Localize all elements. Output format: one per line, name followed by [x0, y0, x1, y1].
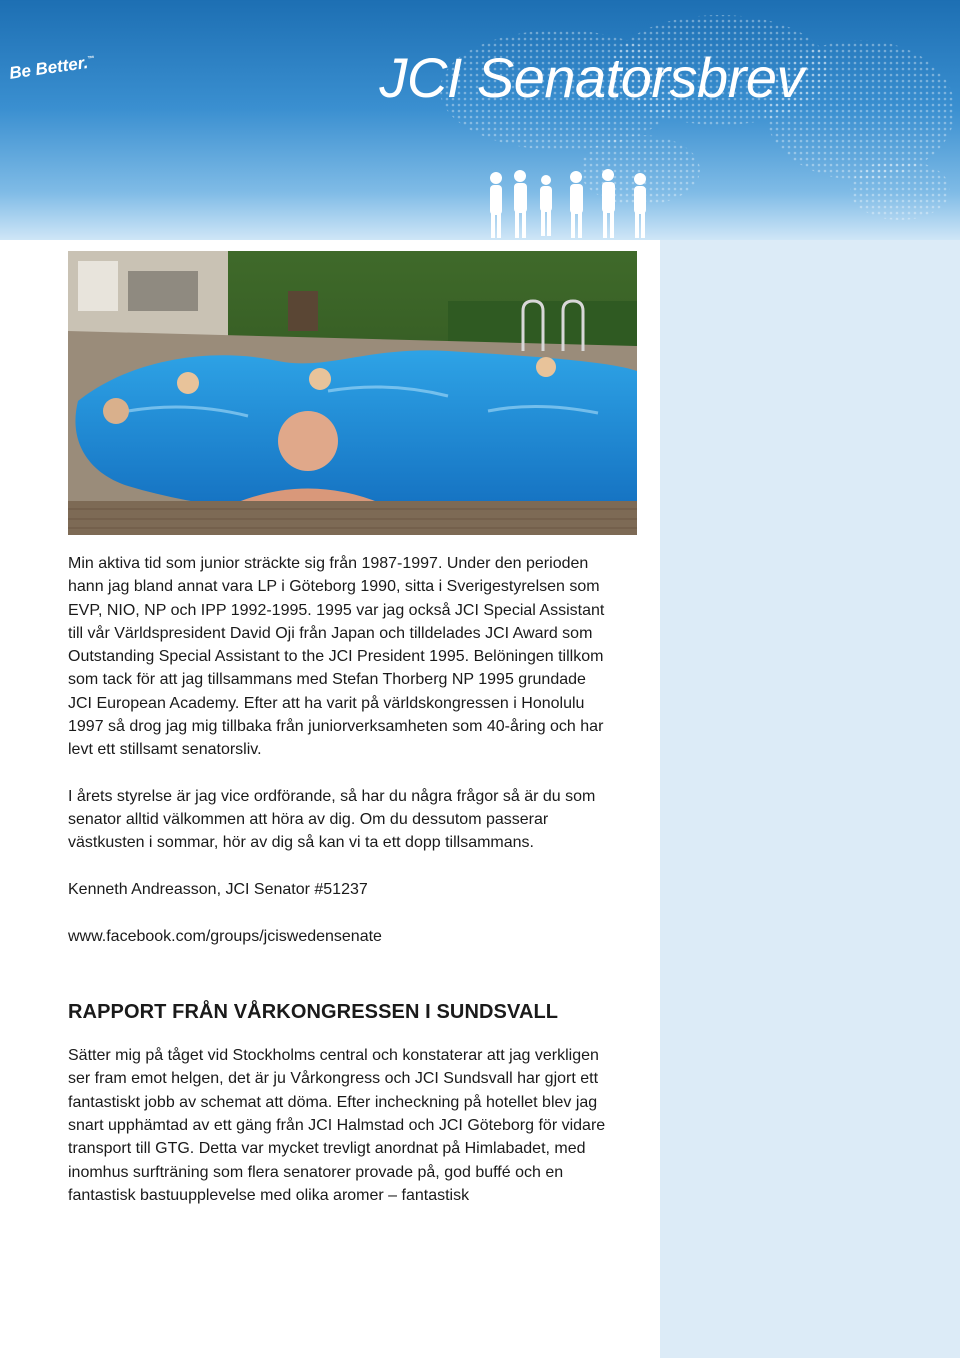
people-silhouettes-icon — [480, 168, 660, 240]
brand-tm: ™ — [87, 55, 95, 64]
article-paragraph-1: Min aktiva tid som junior sträckte sig från 1987-1997. Under den perioden hann jag bland annat vara LP i Göteborg 1990, sitta i Sverigestyrelsen som EVP, NIO, NP och IPP 1992-1995. 1995 var jag också JCI Special Assistant till vår Världspresident David Oji från Japan och tilldelades JCI Award som Outstanding Special Assistant to the JCI President 1995. Belöningen tillkom som tack för att jag tillsammans med Stefan Thorberg NP 1995 grundade JCI European Academy. Efter att ha varit på världskongressen i Honolulu 1997 så drog jag mig tillbaka från juniorverksamheten som 40-åring och har levt ett stillsamt senatorsliv. — [68, 555, 605, 759]
report-heading: RAPPORT FRÅN VÅRKONGRESSEN I SUNDSVALL — [68, 1001, 559, 1024]
header-banner — [0, 0, 960, 240]
report-paragraph: Sätter mig på tåget vid Stockholms central och konstaterar att jag verkligen ser fram emot helgen, det är ju Vårkongress och JCI Sundsvall har gjort ett fantastiskt jobb av schemat att döma. Efter incheckning på hotellet blev jag snart upphämtad av ett gäng från JCI Halmstad och JCI Göteborg för vidare transport till GTG. Detta var mycket trevligt anordnat på Himlabadet, med inomhus surfträning som flera senatorer provade på, god buffé och en fantastisk bastuupplevelse med olika aromer – fantastisk — [68, 1047, 606, 1204]
facebook-link[interactable]: www.facebook.com/groups/jciswedensenate — [68, 927, 382, 945]
article-paragraph-2: I årets styrelse är jag vice ordförande, så har du några frågor så är du som senator alltid välkommen att höra av dig. Om du dessutom passerar västkusten i sommar, hör av dig så kan vi ta ett dopp tillsammans. — [68, 787, 596, 852]
brand-text: Be Better. — [8, 52, 90, 83]
signature: Kenneth Andreasson, JCI Senator #51237 — [68, 880, 368, 898]
pool-photo — [68, 251, 637, 535]
page-title: JCI Senatorsbrev — [379, 46, 804, 109]
article-body — [68, 552, 608, 1230]
pool-photo-icon — [68, 251, 637, 535]
sidebar-panel — [660, 240, 960, 1358]
